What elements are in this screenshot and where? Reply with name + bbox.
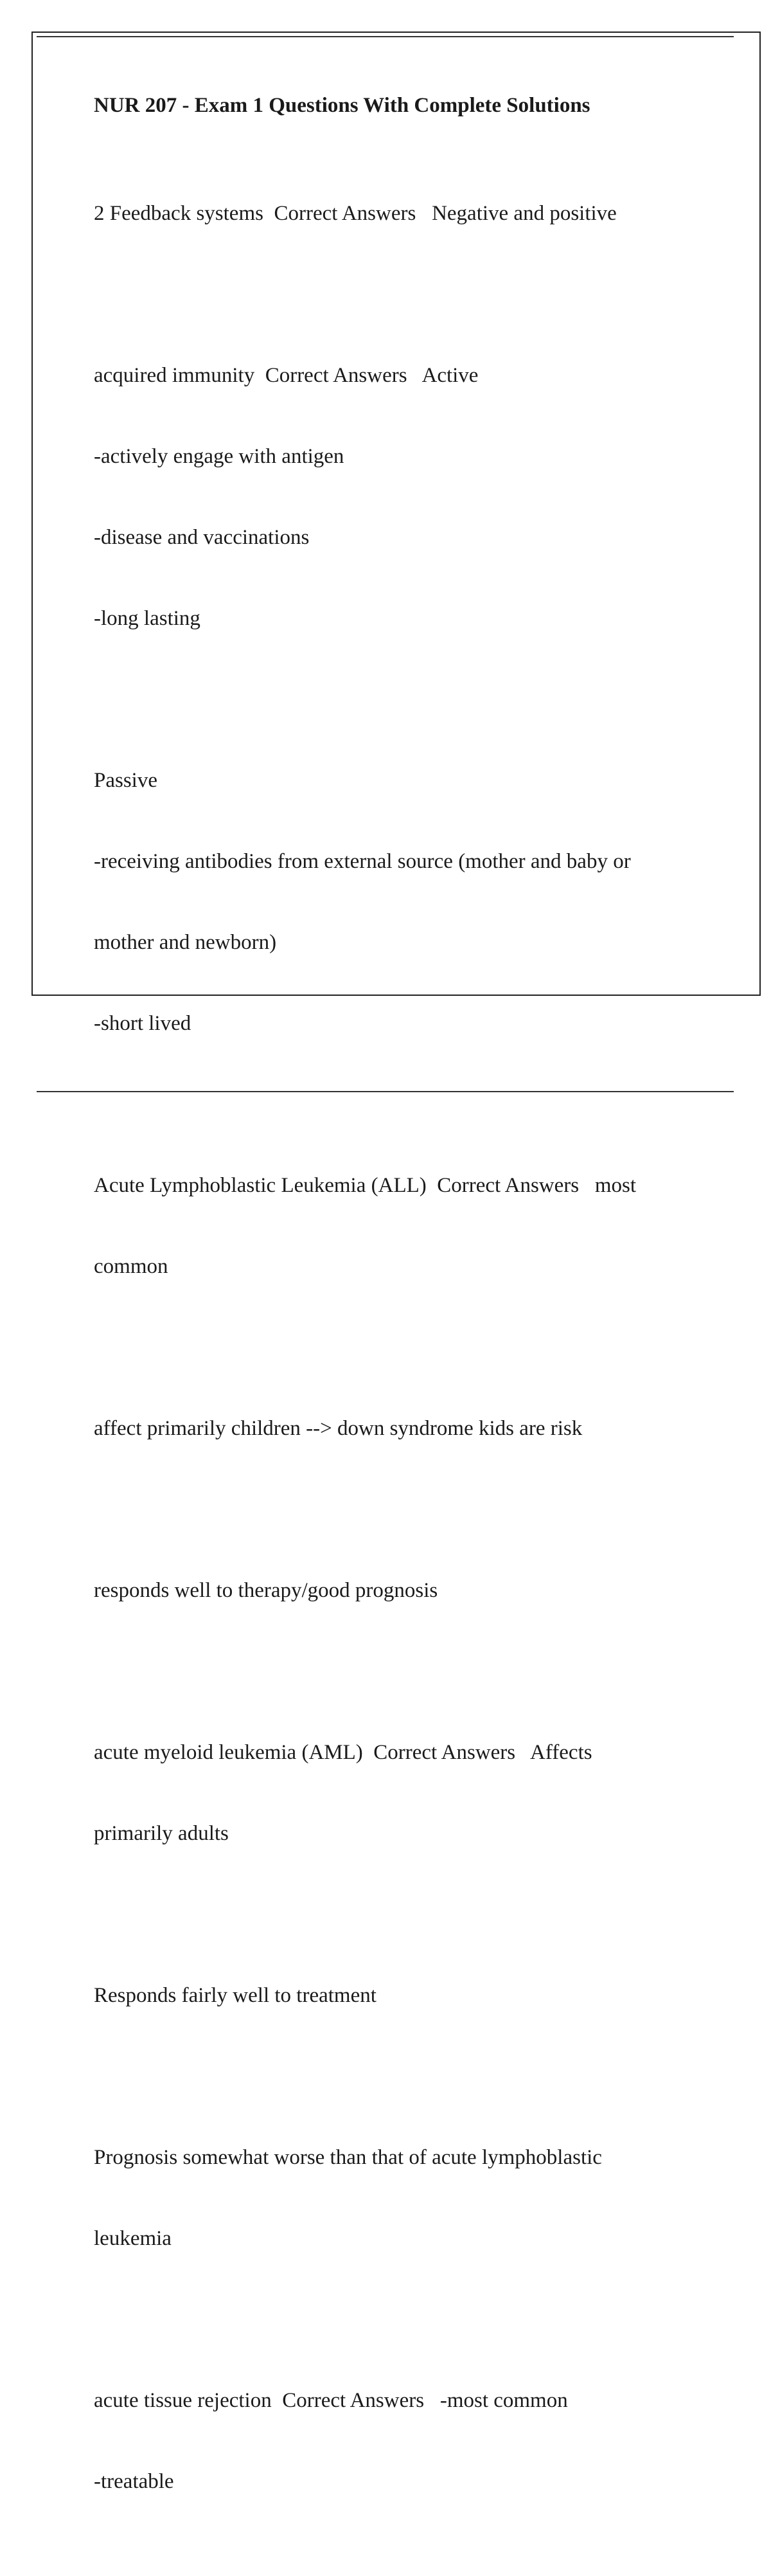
paragraph: [94, 1928, 711, 2063]
text-line: acute tissue rejection Correct Answers -most common: [94, 2389, 568, 2412]
paragraph: [94, 2090, 711, 2306]
text-line: -treatable: [94, 2470, 174, 2493]
text-line: common: [94, 1255, 168, 1278]
paragraph: [94, 713, 711, 1091]
paragraph: [94, 308, 711, 686]
text-line: Passive: [94, 769, 157, 792]
text-line: leukemia: [94, 2227, 172, 2250]
text-line: 2 Feedback systems Correct Answers Negative and positive: [94, 202, 617, 225]
text-line: -disease and vaccinations: [94, 526, 310, 549]
text-line: Responds fairly well to treatment: [94, 1984, 377, 2007]
paragraph: [94, 1685, 711, 1901]
text-line: -long lasting: [94, 607, 200, 630]
text-line: Acute Lymphoblastic Leukemia (ALL) Correct Answers most: [94, 1174, 637, 1197]
document-body: [94, 92, 711, 2576]
text-line: responds well to therapy/good prognosis: [94, 1579, 438, 1602]
text-line: primarily adults: [94, 1822, 229, 1845]
document-title: NUR 207 - Exam 1 Questions With Complete Solutions: [94, 94, 590, 117]
paragraph: [94, 146, 711, 281]
text-line: Prognosis somewhat worse than that of acute lymphoblastic: [94, 2146, 602, 2169]
text-line: -receiving antibodies from external source (mother and baby or: [94, 850, 631, 873]
text-line: acute myeloid leukemia (AML) Correct Answers Affects: [94, 1741, 592, 1764]
text-line: -actively engage with antigen: [94, 445, 344, 468]
text-line: -short lived: [94, 1012, 191, 1035]
paragraph: [94, 1523, 711, 1658]
text-line: affect primarily children --> down syndrome kids are risk: [94, 1417, 583, 1440]
text-line: acquired immunity Correct Answers Active: [94, 364, 479, 387]
bottom-rule: [37, 1091, 734, 1092]
paragraph: [94, 1361, 711, 1496]
text-line: mother and newborn): [94, 931, 277, 954]
paragraph: [94, 2333, 711, 2549]
paragraph: [94, 1118, 711, 1334]
